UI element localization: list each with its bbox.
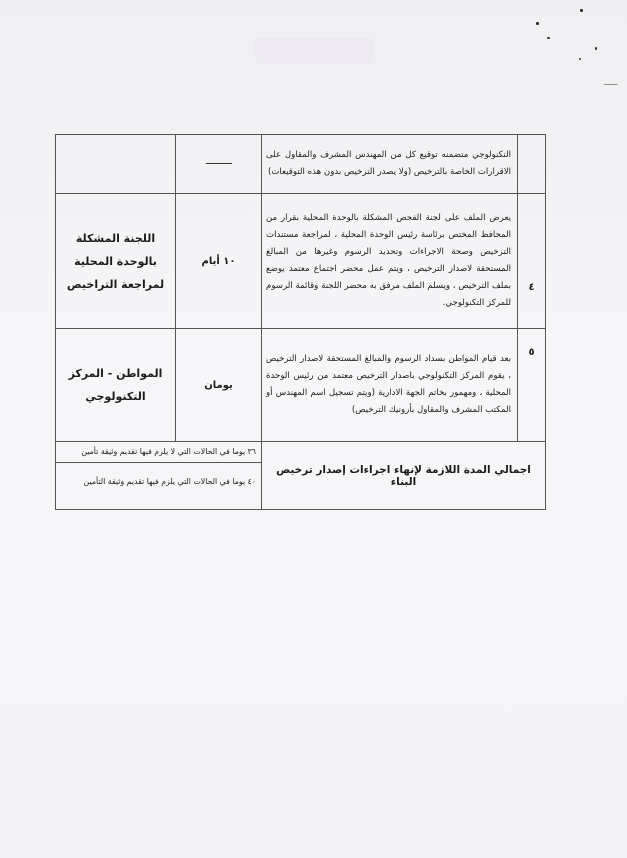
step-number: ٤	[528, 282, 535, 293]
step-responsible	[56, 135, 176, 194]
summary-line: ٤٠ يوما في الحالات التي يلزم فيها تقديم وثيقة التأمين	[56, 462, 261, 492]
table-row	[56, 329, 546, 442]
step-responsible: المواطن - المركز التكنولوجي	[56, 329, 176, 442]
dash-mark	[206, 163, 232, 164]
summary-line: ٣٦ يوما في الحالات التي لا يلزم فيها تقديم وثيقة تأمين	[81, 447, 256, 456]
table-row	[56, 135, 546, 194]
step-description: التكنولوجي متضمنه توقيع كل من المهندس المشرف والمقاول على الاقرارات الخاصة بالترخيص (ولا يصدر الترخيص بدون هذه التوقيعات)	[262, 135, 518, 194]
step-duration: يومان	[176, 329, 262, 442]
step-responsible: اللجنة المشكلة بالوحدة المحلية لمراجعة التراخيص	[56, 194, 176, 329]
step-description: يعرض الملف على لجنة الفحص المشكلة بالوحدة المحلية بقرار من المحافظ المختص برئاسة رئيس الوحدة المحلية ، لمراجعة مستندات الترخيص وصحة الاجراءات وتحديد الرسوم وغيرها من المبالغ المستحقة لاصدار الترخيص ، ويتم عمل محضر اجتماع معتمد يوضع بملف الترخيص ، ويسلم الملف مرفق به محضر اللجنة وقائمة الرسوم للمركز التكنولوجي.	[262, 194, 518, 329]
scan-speck	[580, 9, 583, 12]
summary-title: اجمالي المدة اللازمة لإنهاء اجراءات إصدار ترخيص البناء	[262, 442, 546, 510]
summary-durations	[56, 442, 262, 510]
step-number: ٥	[528, 347, 535, 358]
summary-row	[56, 442, 546, 510]
faint-bleed-through	[255, 38, 373, 64]
step-number-cell	[518, 194, 546, 329]
step-description: بعد قيام المواطن بسداد الرسوم والمبالغ المستحقة لاصدار الترخيص ، يقوم المركز التكنولوجي باصدار الترخيص معتمد من رئيس الوحدة المحلية ، ومهمور بخاتم الجهة الادارية (ويتم تسجيل اسم المهندس أو المكتب المشرف والمقاول بأرونيك الترخيص)	[262, 329, 518, 442]
table-row	[56, 194, 546, 329]
scan-speck	[579, 58, 581, 60]
scan-speck	[547, 37, 550, 39]
step-number-cell	[518, 329, 546, 442]
scan-speck	[536, 22, 539, 25]
step-duration: ١٠ أيام	[176, 194, 262, 329]
procedures-table	[55, 134, 546, 510]
step-duration	[176, 135, 262, 194]
step-number-cell	[518, 135, 546, 194]
scan-speck	[595, 47, 597, 50]
scan-speck	[604, 84, 618, 85]
